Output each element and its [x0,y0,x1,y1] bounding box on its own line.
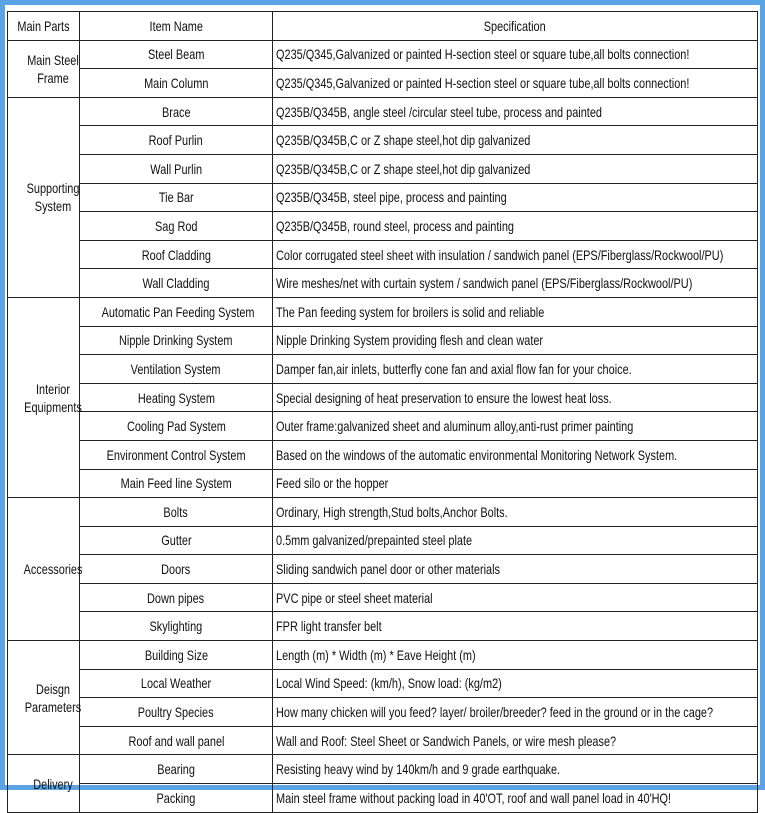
specification-cell: Q235B/Q345B, steel pipe, process and painting [273,183,758,212]
specification-cell: Sliding sandwich panel door or other materials [273,555,758,584]
specification-cell: 0.5mm galvanized/prepainted steel plate [273,526,758,555]
table-row [8,412,758,441]
item-name-cell: Roof Purlin [80,126,273,155]
main-part-cell: Accessories [8,498,80,641]
specification-cell: Special designing of heat preservation to ensure the lowest heat loss. [273,383,758,412]
specification-cell: Ordinary, High strength,Stud bolts,Anchor Bolts. [273,498,758,527]
item-name-cell: Gutter [80,526,273,555]
item-name-cell: Roof Cladding [80,240,273,269]
header-main-parts: Main Parts [8,12,80,41]
table-row [8,641,758,670]
item-name-cell: Main Feed line System [80,469,273,498]
table-row [8,240,758,269]
table-row [8,498,758,527]
table-row [8,183,758,212]
item-name-cell: Heating System [80,383,273,412]
specification-cell: How many chicken will you feed? layer/ broiler/breeder? feed in the ground or in the cage? [273,698,758,727]
table-row [8,154,758,183]
specification-cell: Outer frame:galvanized sheet and aluminum alloy,anti-rust primer painting [273,412,758,441]
table-row [8,97,758,126]
specification-cell: Local Wind Speed: (km/h), Snow load: (kg/m2) [273,669,758,698]
item-name-cell: Bearing [80,755,273,784]
table-row [8,698,758,727]
specification-cell: Q235B/Q345B,C or Z shape steel,hot dip galvanized [273,154,758,183]
specification-cell: Length (m) * Width (m) * Eave Height (m) [273,641,758,670]
table-row [8,555,758,584]
item-name-cell: Nipple Drinking System [80,326,273,355]
item-name-cell: Steel Beam [80,40,273,69]
item-name-cell: Skylighting [80,612,273,641]
main-part-cell: Deisgn Parameters [8,641,80,755]
item-name-cell: Roof and wall panel [80,726,273,755]
item-name-cell: Local Weather [80,669,273,698]
table-row [8,469,758,498]
specification-cell: The Pan feeding system for broilers is solid and reliable [273,297,758,326]
table-row [8,583,758,612]
table-row [8,297,758,326]
item-name-cell: Cooling Pad System [80,412,273,441]
table-row [8,784,758,813]
item-name-cell: Automatic Pan Feeding System [80,297,273,326]
item-name-cell: Packing [80,784,273,813]
item-name-cell: Poultry Species [80,698,273,727]
specification-cell: Q235B/Q345B,C or Z shape steel,hot dip galvanized [273,126,758,155]
item-name-cell: Sag Rod [80,212,273,241]
table-row [8,69,758,98]
specification-cell: Feed silo or the hopper [273,469,758,498]
table-row [8,326,758,355]
specification-cell: PVC pipe or steel sheet material [273,583,758,612]
table-row [8,269,758,298]
specification-cell: Q235/Q345,Galvanized or painted H-section steel or square tube,all bolts connection! [273,69,758,98]
specification-cell: Wall and Roof: Steel Sheet or Sandwich Panels, or wire mesh please? [273,726,758,755]
table-row [8,755,758,784]
table-row [8,612,758,641]
specification-table [7,11,758,813]
table-row [8,383,758,412]
specification-cell: Q235/Q345,Galvanized or painted H-section steel or square tube,all bolts connection! [273,40,758,69]
item-name-cell: Building Size [80,641,273,670]
specification-cell: Damper fan,air inlets, butterfly cone fan and axial flow fan for your choice. [273,355,758,384]
specification-cell: Based on the windows of the automatic environmental Monitoring Network System. [273,440,758,469]
item-name-cell: Doors [80,555,273,584]
item-name-cell: Environment Control System [80,440,273,469]
item-name-cell: Down pipes [80,583,273,612]
specification-cell: Main steel frame without packing load in 40'OT, roof and wall panel load in 40'HQ! [273,784,758,813]
item-name-cell: Tie Bar [80,183,273,212]
item-name-cell: Main Column [80,69,273,98]
specification-cell: Q235B/Q345B, angle steel /circular steel tube, process and painted [273,97,758,126]
table-row [8,40,758,69]
header-item-name: Item Name [80,12,273,41]
item-name-cell: Wall Purlin [80,154,273,183]
specification-cell: Resisting heavy wind by 140km/h and 9 grade earthquake. [273,755,758,784]
table-row [8,669,758,698]
main-part-cell: Supporting System [8,97,80,297]
header-row [8,12,758,41]
table-row [8,355,758,384]
main-part-cell: Main Steel Frame [8,40,80,97]
item-name-cell: Bolts [80,498,273,527]
table-row [8,726,758,755]
specification-cell: Nipple Drinking System providing flesh and clean water [273,326,758,355]
specification-cell: FPR light transfer belt [273,612,758,641]
table-row [8,440,758,469]
specification-cell: Color corrugated steel sheet with insulation / sandwich panel (EPS/Fiberglass/Rockwool/PU) [273,240,758,269]
item-name-cell: Ventilation System [80,355,273,384]
table-row [8,212,758,241]
specification-cell: Wire meshes/net with curtain system / sandwich panel (EPS/Fiberglass/Rockwool/PU) [273,269,758,298]
specification-cell: Q235B/Q345B, round steel, process and painting [273,212,758,241]
item-name-cell: Wall Cladding [80,269,273,298]
main-part-cell: Delivery [8,755,80,812]
table-row [8,126,758,155]
header-specification: Specification [273,12,758,41]
item-name-cell: Brace [80,97,273,126]
table-row [8,526,758,555]
main-part-cell: Interior Equipments [8,297,80,497]
